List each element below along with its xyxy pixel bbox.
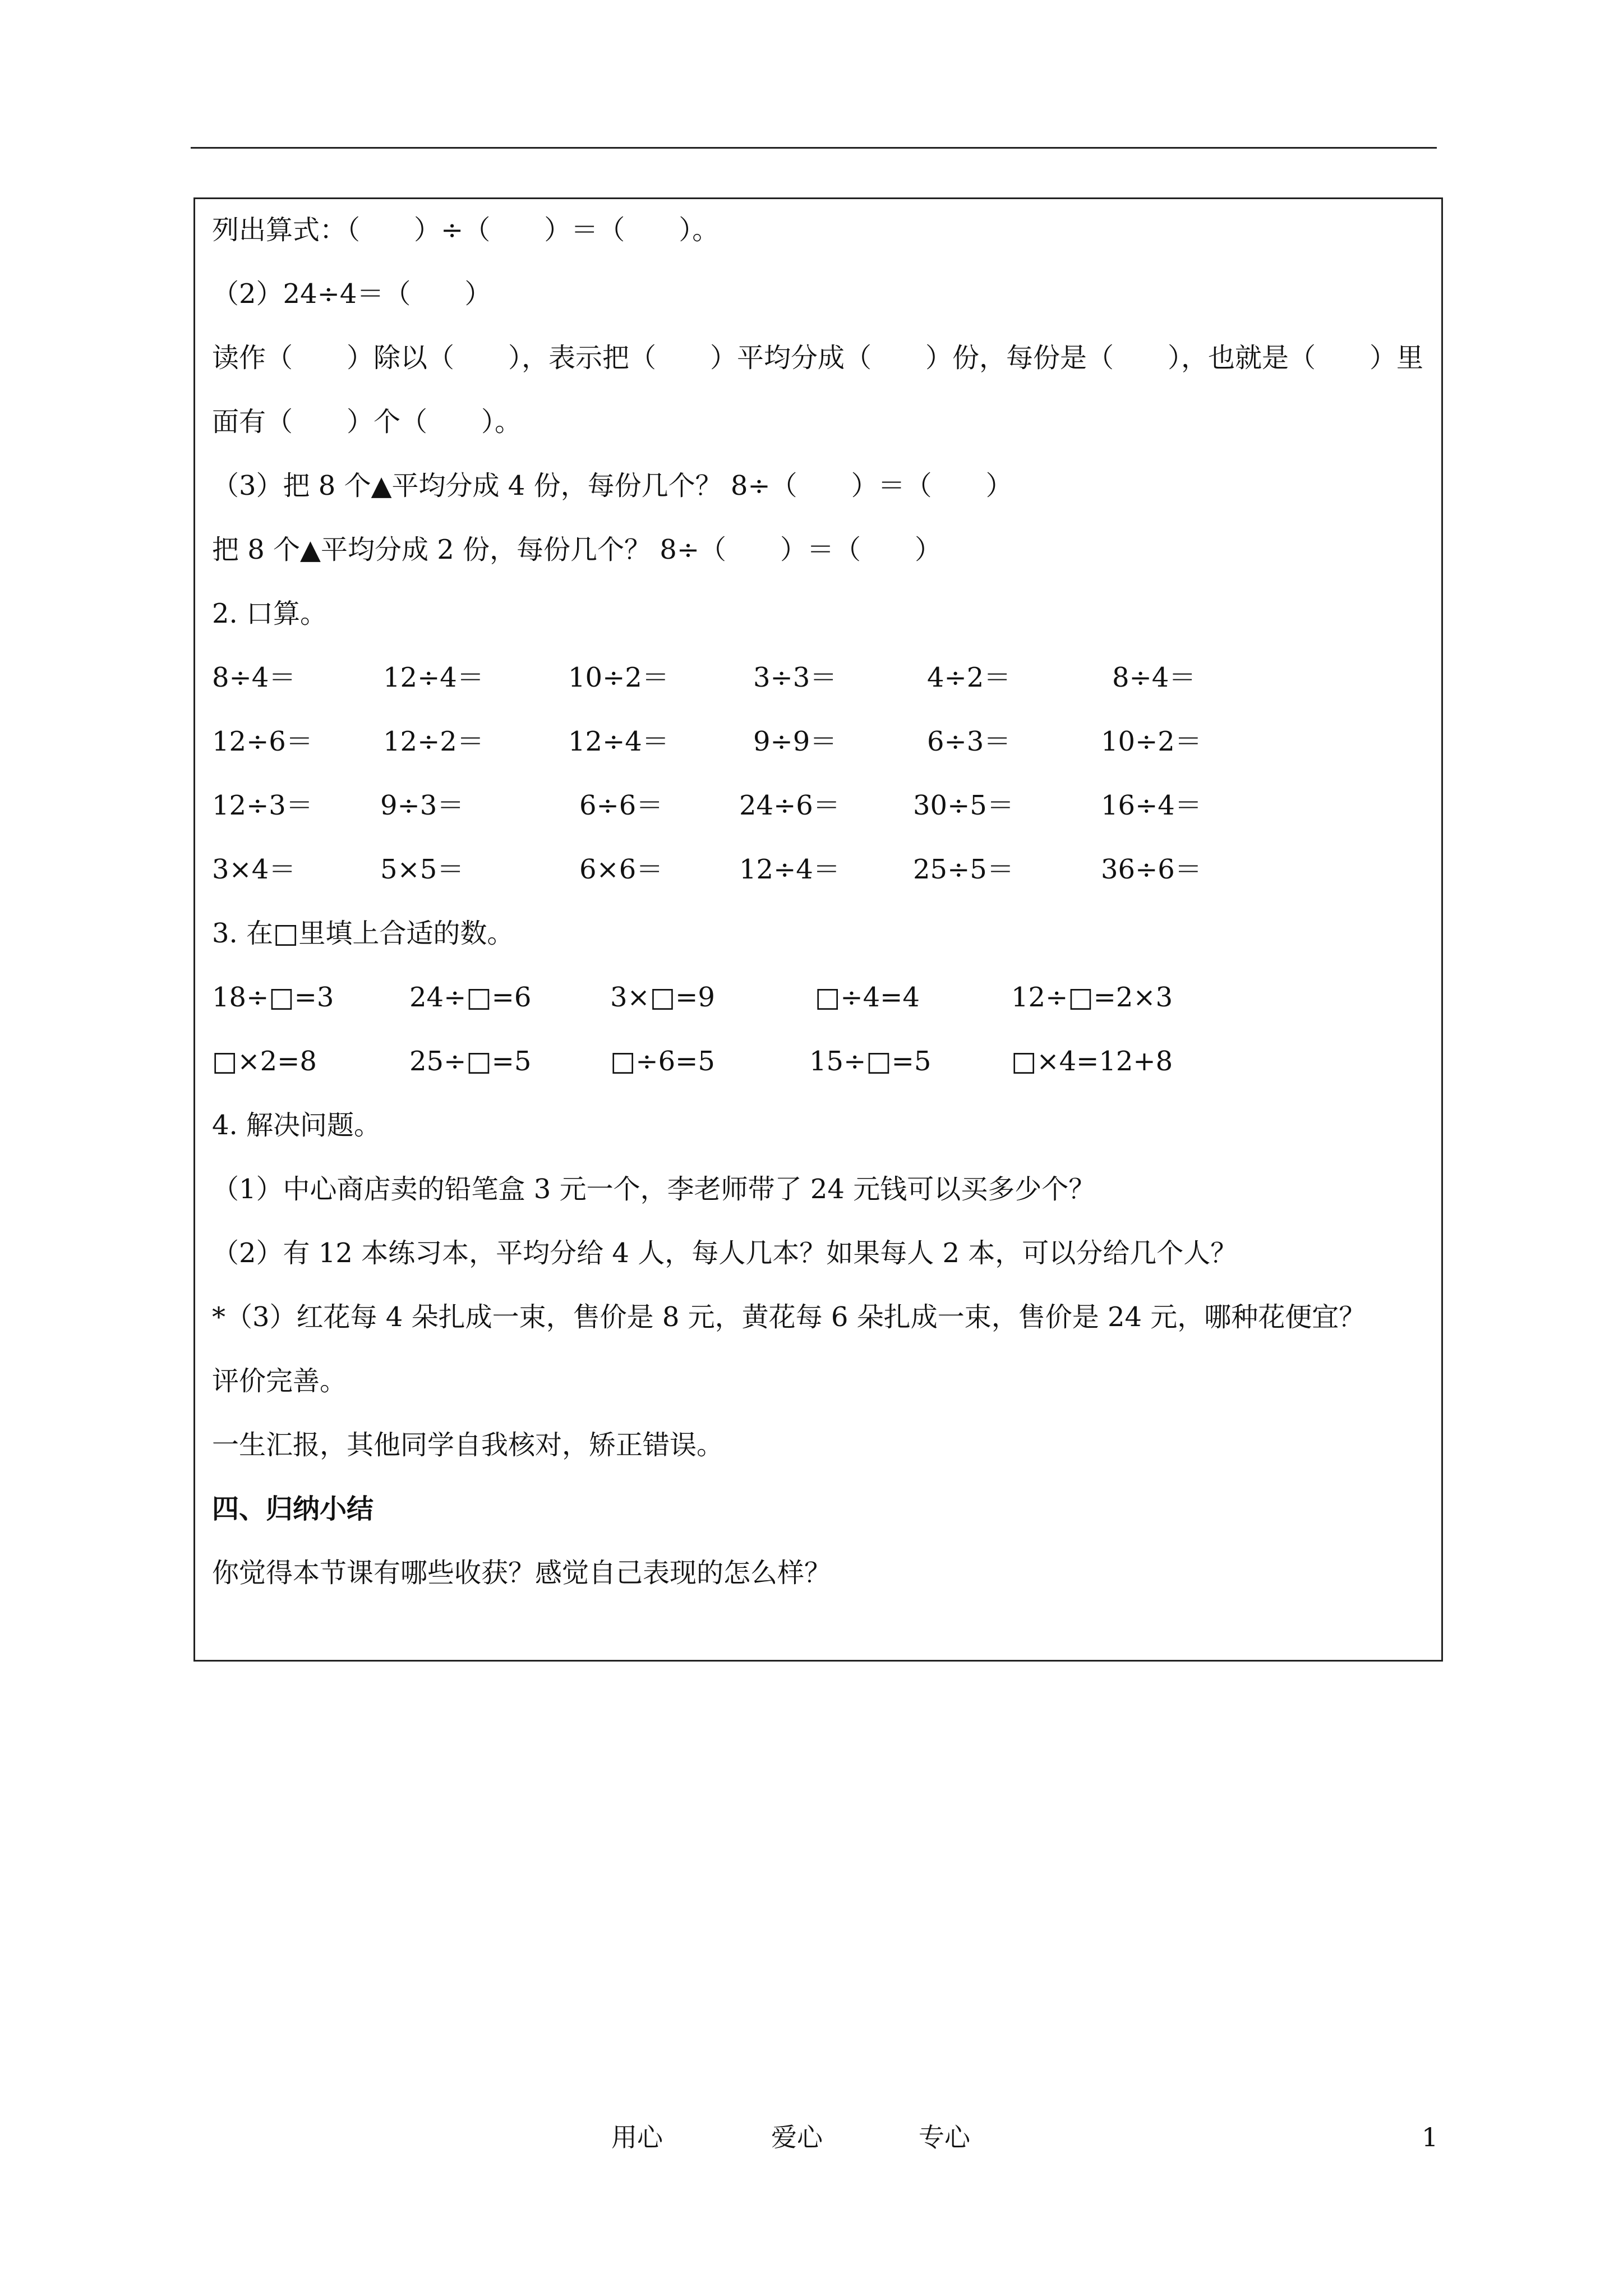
oral-item: 30÷5＝ (913, 790, 1014, 821)
oral-item: 9÷9＝ (753, 726, 837, 757)
summary-heading: 四、归纳小结 (212, 1493, 374, 1525)
header-rule (191, 147, 1437, 149)
footer-motto: 专心 (919, 2122, 970, 2152)
text-line: （2）有 12 本练习本，平均分给 4 人，每人几本？如果每人 2 本，可以分给几个人？ (212, 1237, 1238, 1269)
fill-item: 18÷□=3 (212, 982, 334, 1013)
text-line: *（3）红花每 4 朵扎成一束，售价是 8 元，黄花每 6 朵扎成一束，售价是 24 元，哪种花便宜？ (212, 1301, 1366, 1333)
text-line: 你觉得本节课有哪些收获？感觉自己表现的怎么样？ (212, 1557, 832, 1589)
section-heading: 2. 口算。 (212, 598, 328, 629)
oral-item: 5×5＝ (380, 854, 464, 885)
oral-item: 6÷3＝ (927, 726, 1011, 757)
footer-motto: 用心 (611, 2122, 663, 2152)
oral-item: 6÷6＝ (579, 790, 663, 821)
oral-item: 8÷4＝ (212, 662, 296, 693)
text-line: 评价完善。 (212, 1365, 347, 1397)
oral-item: 12÷6＝ (212, 726, 313, 757)
fill-item: 25÷□=5 (409, 1046, 532, 1077)
oral-item: 12÷2＝ (383, 726, 484, 757)
oral-item: 10÷2＝ (568, 662, 669, 693)
oral-item: 8÷4＝ (1112, 662, 1196, 693)
oral-item: 9÷3＝ (380, 790, 464, 821)
oral-item: 3×4＝ (212, 854, 296, 885)
oral-item: 3÷3＝ (753, 662, 837, 693)
oral-item: 36÷6＝ (1101, 854, 1202, 885)
footer-motto: 爱心 (771, 2122, 823, 2152)
fill-item: 3×□=9 (610, 982, 715, 1013)
oral-item: 24÷6＝ (739, 790, 840, 821)
fill-item: □÷4=4 (815, 982, 920, 1013)
text-line: 把 8 个▲平均分成 2 份，每份几个？ 8÷（ ）＝（ ） (212, 534, 942, 565)
text-line: （1）中心商店卖的铅笔盒 3 元一个，李老师带了 24 元钱可以买多少个？ (212, 1174, 1096, 1205)
oral-item: 12÷3＝ (212, 790, 313, 821)
text-line: （3）把 8 个▲平均分成 4 份，每份几个？ 8÷（ ）＝（ ） (212, 470, 1013, 501)
fill-item: 24÷□=6 (409, 982, 532, 1013)
oral-item: 10÷2＝ (1101, 726, 1202, 757)
section-heading: 3. 在□里填上合适的数。 (212, 918, 514, 949)
oral-item: 12÷4＝ (383, 662, 484, 693)
oral-item: 12÷4＝ (568, 726, 669, 757)
fill-item: 15÷□=5 (809, 1046, 932, 1077)
oral-item: 6×6＝ (579, 854, 663, 885)
oral-item: 16÷4＝ (1101, 790, 1202, 821)
oral-item: 4÷2＝ (927, 662, 1011, 693)
text-line: 面有（ ）个（ ）。 (212, 406, 522, 438)
page-number: 1 (1422, 2122, 1438, 2152)
text-line: 列出算式：（ ）÷（ ）＝（ ）。 (212, 214, 720, 246)
fill-item: 12÷□=2×3 (1011, 982, 1173, 1013)
text-line: 一生汇报，其他同学自我核对，矫正错误。 (212, 1429, 724, 1461)
oral-item: 12÷4＝ (739, 854, 840, 885)
fill-item: □×2=8 (212, 1046, 317, 1077)
text-line: 读作（ ）除以（ ），表示把（ ）平均分成（ ）份，每份是（ ），也就是（ ）里 (212, 342, 1424, 374)
fill-item: □÷6=5 (610, 1046, 715, 1077)
section-heading: 4. 解决问题。 (212, 1110, 381, 1141)
oral-item: 25÷5＝ (913, 854, 1014, 885)
fill-item: □×4=12+8 (1011, 1046, 1173, 1077)
text-line: （2）24÷4＝（ ） (212, 278, 492, 310)
